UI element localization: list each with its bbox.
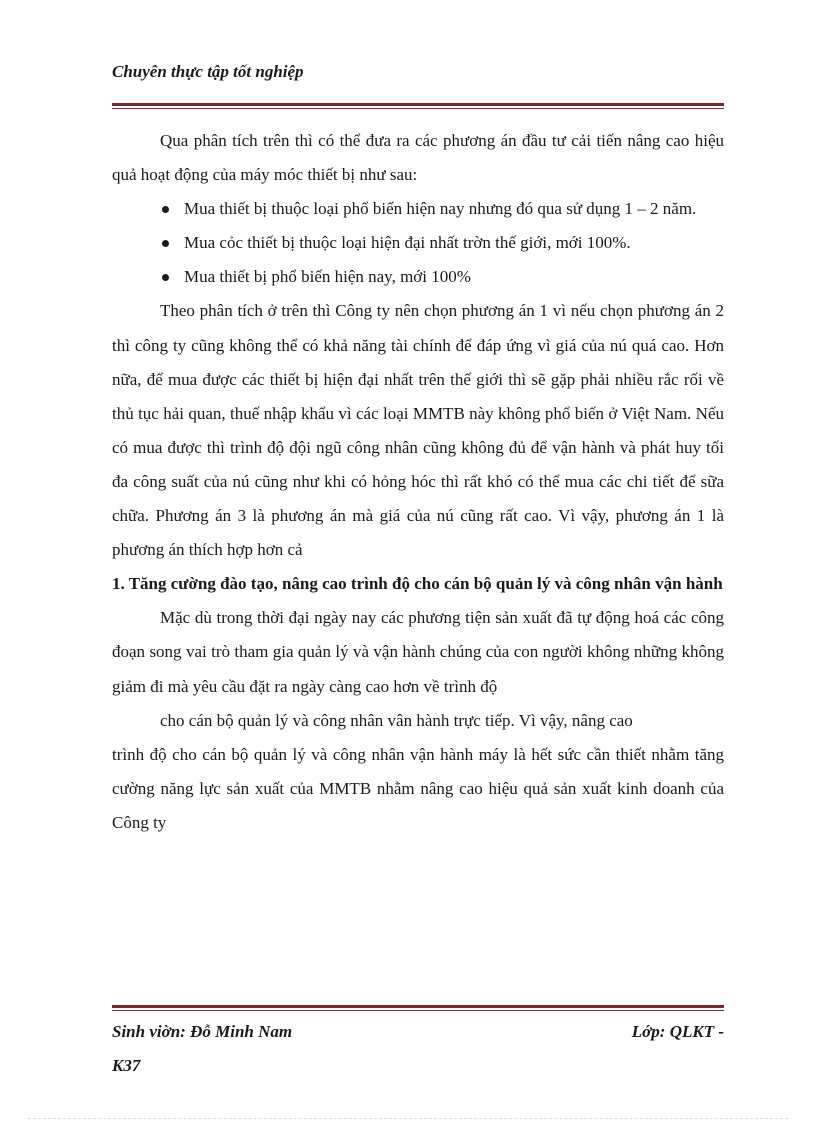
option-list bbox=[112, 192, 724, 294]
footer-class-suffix: K37 bbox=[112, 1056, 141, 1075]
footer-class-label: Lớp: QLKT - bbox=[631, 1022, 724, 1041]
analysis-paragraph: Theo phân tích ở trên thì Công ty nên chọn phương án 1 vì nếu chọn phương án 2 thì công ty cũng không thể có khả năng tài chính để đáp ứng vì giá của nú quá cao. Hơn nữa, để mua được các thiết bị hiện đại nhất trên thế giới thì sẽ gặp phải nhiều rắc rối về thủ tục hải quan, thuế nhập khẩu vì các loại MMTB này không phổ biến ở Việt Nam. Nếu có mua được thì trình độ đội ngũ công nhân cũng không đủ để vận hành và phát huy tối đa công suất của nú cũng như khi có hỏng hóc thì rất khó có thể mua các chi tiết để sữa chữa. Phương án 3 là phương án mà giá của nú cũng rất cao. Vì vậy, phương án 1 là phương án thích hợp hơn cả bbox=[112, 301, 724, 560]
page-edge-divider bbox=[28, 1118, 788, 1119]
footer-student-name: Sinh viờn: Đỗ Minh Nam bbox=[112, 1022, 293, 1041]
option-item: Mua thiết bị thuộc loại phổ biến hiện nay nhưng đó qua sử dụng 1 – 2 năm. bbox=[184, 192, 724, 226]
option-item: Mua cỏc thiết bị thuộc loại hiện đại nhất trờn thế giới, mới 100%. bbox=[184, 226, 724, 260]
document-body bbox=[112, 124, 724, 840]
training-paragraph-continued: cho cán bộ quản lý và công nhân vân hành trực tiếp. Vì vậy, nâng cao bbox=[160, 710, 633, 730]
training-paragraph-end: trình độ cho cán bộ quản lý và công nhân vận hành máy là hết sức cần thiết nhằm tăng cường năng lực sản xuất của MMTB nhằm nâng cao hiệu quả sản xuất kinh doanh của Công ty bbox=[112, 744, 724, 832]
page-header-title: Chuyên thực tập tốt nghiệp bbox=[112, 62, 304, 81]
header-divider bbox=[112, 103, 724, 109]
section-heading: 1. Tăng cường đào tạo, nâng cao trình độ cho cán bộ quản lý và công nhân vận hành bbox=[112, 574, 723, 594]
intro-paragraph: Qua phân tích trên thì có thể đưa ra các phương án đầu tư cải tiến nâng cao hiệu quả hoạt động của máy móc thiết bị như sau: bbox=[112, 131, 724, 185]
training-paragraph: Mặc dù trong thời đại ngày nay các phương tiện sản xuất đã tự động hoá các công đoạn song vai trò tham gia quản lý và vận hành chúng của con người không những không giảm đi mà yêu cầu đặt ra ngày càng cao hơn về trình độ bbox=[112, 608, 724, 696]
footer-divider bbox=[112, 1005, 724, 1011]
option-item: Mua thiết bị phổ biến hiện nay, mới 100% bbox=[184, 260, 724, 294]
